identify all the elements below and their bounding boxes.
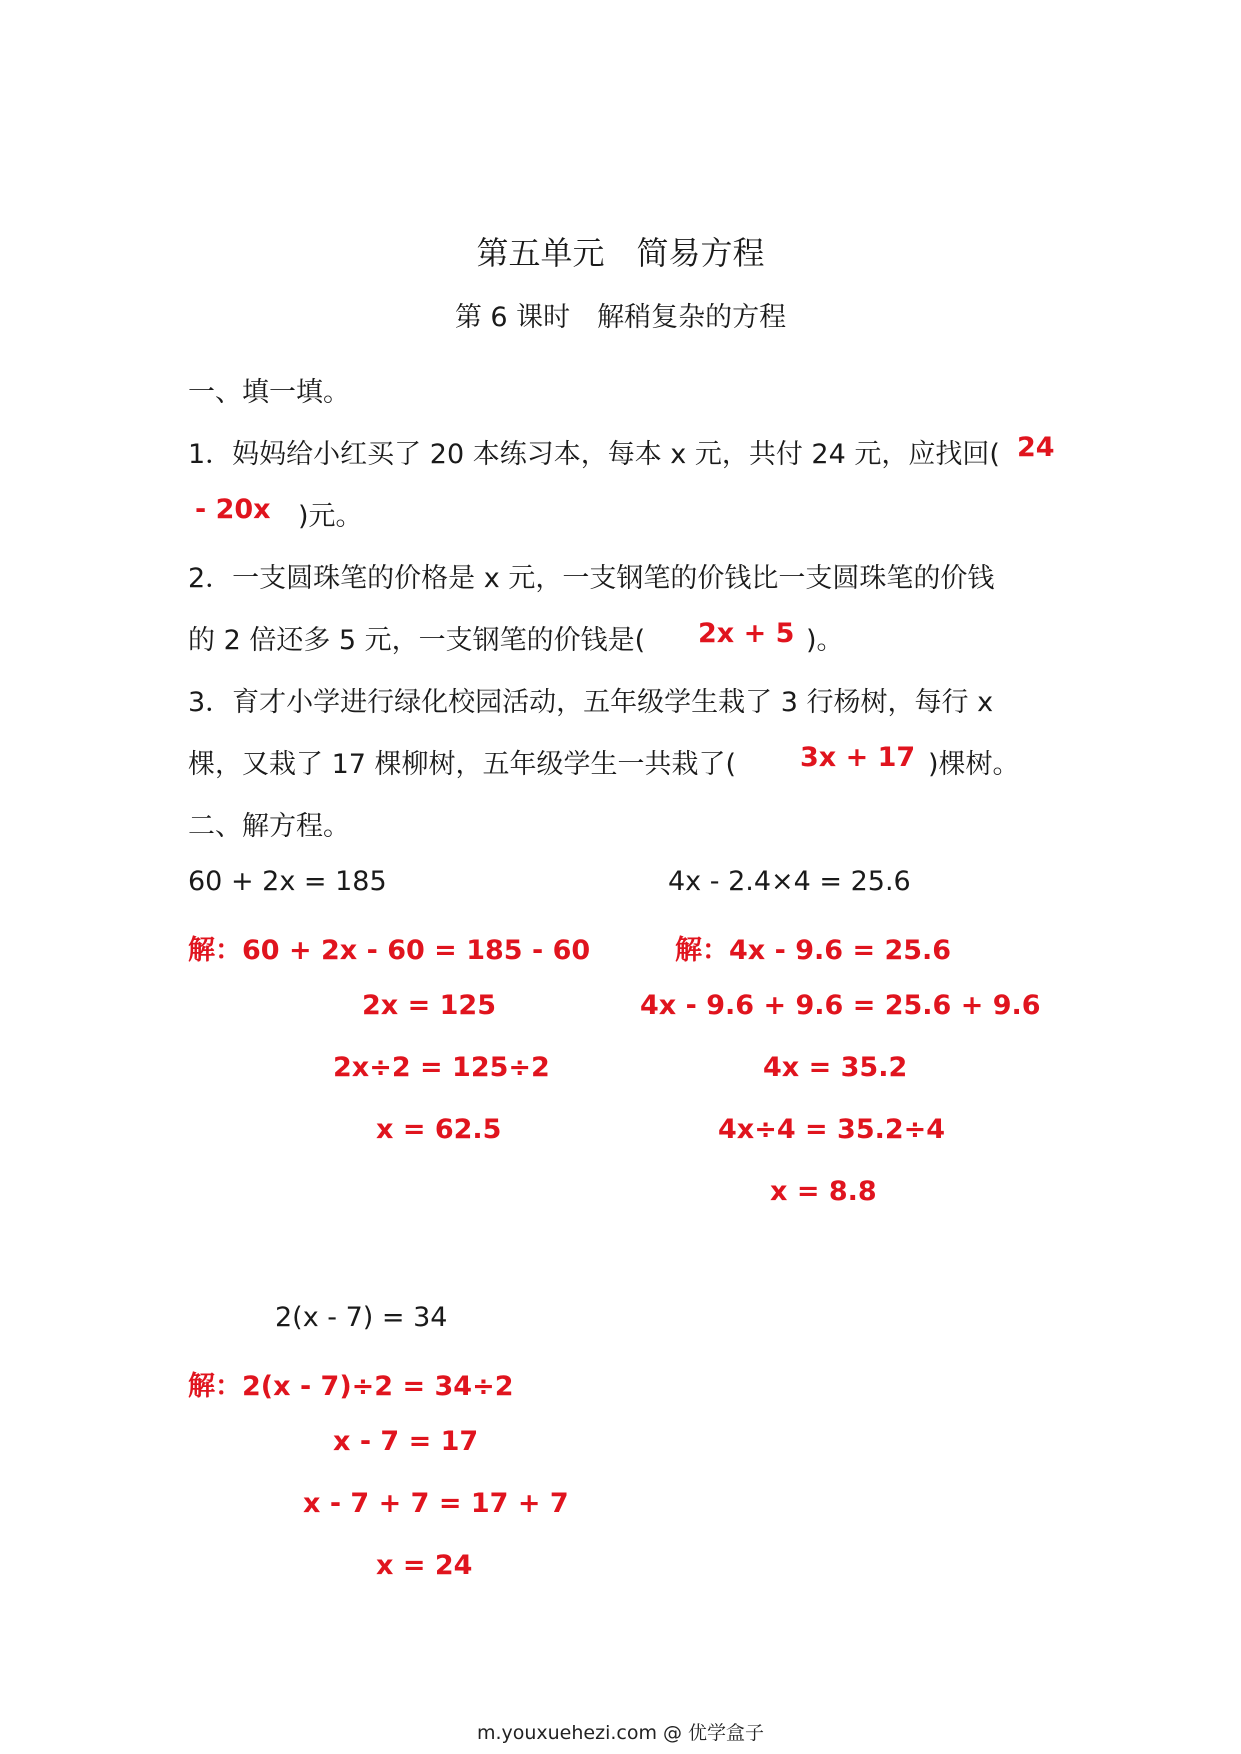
question-1-answer-part2: - 20x [195, 494, 271, 525]
footer-watermark: m.youxuehezi.com @ 优学盒子 [476, 1722, 765, 1744]
equation-2-step: 4x - 9.6 + 9.6 = 25.6 + 9.6 [640, 990, 1041, 1021]
question-2-text: 的 2 倍还多 5 元，一支钢笔的价钱是( [188, 625, 646, 656]
question-3-answer: 3x + 17 [800, 742, 916, 773]
equation-3-problem: 2(x - 7) = 34 [275, 1302, 448, 1333]
question-1-answer-part1: 24 [1017, 432, 1055, 463]
page-title: 第五单元 简易方程 [476, 234, 765, 272]
question-2-line1: 2．一支圆珠笔的价格是 x 元，一支钢笔的价钱比一支圆珠笔的价钱 [188, 563, 995, 594]
equation-3-step: 解：2(x - 7)÷2 = 34÷2 [188, 1371, 514, 1402]
question-1-text-end: )元。 [298, 501, 363, 532]
equation-1-problem: 60 + 2x = 185 [188, 866, 387, 897]
equation-3-step: x = 24 [376, 1550, 473, 1581]
equation-1-step: x = 62.5 [376, 1114, 502, 1145]
equation-1-step: 2x÷2 = 125÷2 [333, 1052, 550, 1083]
question-1-text: 1．妈妈给小红买了 20 本练习本，每本 x 元，共付 24 元，应找回( [188, 439, 1000, 470]
equation-2-step: 4x÷4 = 35.2÷4 [718, 1114, 946, 1145]
equation-2-problem: 4x - 2.4×4 = 25.6 [668, 866, 911, 897]
question-2-text-end: )。 [806, 625, 844, 656]
lesson-subtitle: 第 6 课时 解稍复杂的方程 [454, 302, 787, 333]
equation-2-step: 4x = 35.2 [763, 1052, 908, 1083]
equation-2-step: 解：4x - 9.6 = 25.6 [675, 935, 952, 966]
question-3-line1: 3．育才小学进行绿化校园活动，五年级学生栽了 3 行杨树，每行 x [188, 687, 994, 718]
section-solve-heading: 二、解方程。 [188, 811, 350, 842]
question-3-text-end: )棵树。 [928, 749, 1020, 780]
question-2-answer: 2x + 5 [698, 618, 795, 649]
equation-1-step: 2x = 125 [362, 990, 496, 1021]
equation-2-step: x = 8.8 [770, 1176, 877, 1207]
equation-3-step: x - 7 + 7 = 17 + 7 [303, 1488, 569, 1519]
section-fill-heading: 一、填一填。 [188, 377, 350, 408]
equation-1-step: 解：60 + 2x - 60 = 185 - 60 [188, 935, 591, 966]
equation-3-step: x - 7 = 17 [333, 1426, 479, 1457]
question-3-text: 棵，又栽了 17 棵柳树，五年级学生一共栽了( [188, 749, 737, 780]
